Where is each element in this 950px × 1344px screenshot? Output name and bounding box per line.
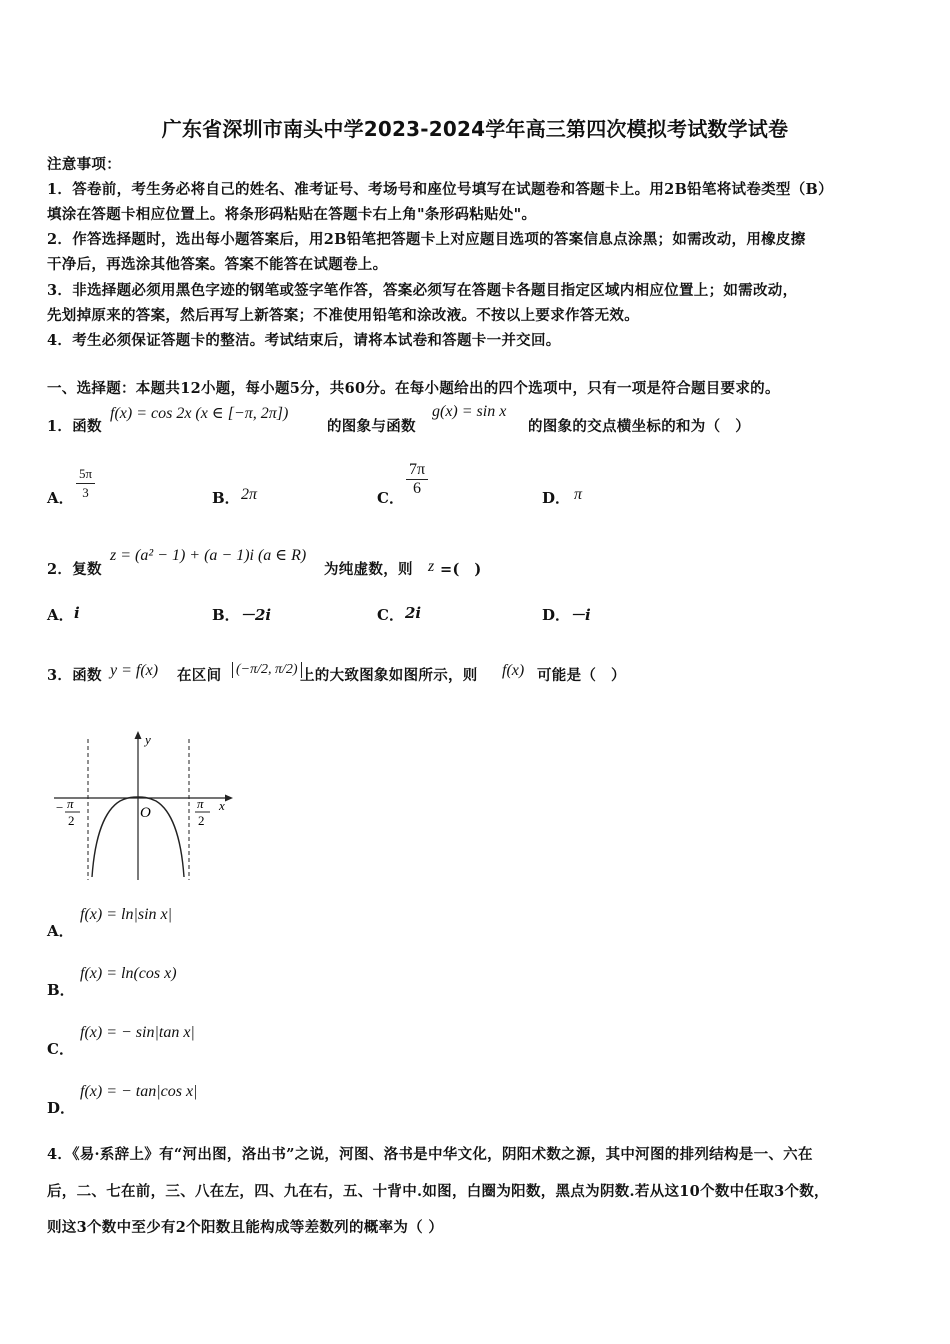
q1-option-d-label: D．	[542, 489, 571, 507]
notice-line: 干净后，再选涂其他答案。答案不能答在试题卷上。	[47, 256, 388, 273]
origin-label: O	[140, 805, 151, 821]
q1-option-a-value: $\frac{5\pi}{3}$	[76, 465, 95, 502]
q2-option-a-value: i	[74, 604, 80, 622]
q1-option-b-value: 2π	[241, 486, 258, 503]
q2-prefix: 2．复数	[47, 561, 102, 578]
notice-line: 先划掉原来的答案，然后再写上新答案；不准使用铅笔和涂改液。不按以上要求作答无效。	[47, 307, 639, 324]
q3-y-formula: y = f(x)	[110, 662, 159, 679]
notice-line: 填涂在答题卡相应位置上。将条形码粘贴在答题卡右上角"条形码粘贴处"。	[47, 206, 537, 223]
notice-line: 4．考生必须保证答题卡的整洁。考试结束后，请将本试卷和答题卡一并交回。	[47, 332, 561, 349]
neg-two-label: 2	[68, 813, 75, 828]
page-title: 广东省深圳市南头中学2023-2024学年高三第四次模拟考试数学试卷	[161, 117, 789, 141]
q1-prefix: 1．函数	[47, 418, 102, 435]
q1-option-b-label: B．	[212, 489, 240, 507]
q1-f-formula: f(x) = cos 2x (x ∈ [−π, 2π])	[110, 405, 289, 422]
q3-interval: (−π/2, π/2)	[232, 662, 302, 678]
q3-mid: 在区间	[177, 667, 222, 684]
q2-option-c-value: 2i	[405, 604, 422, 622]
q3-fx: f(x)	[502, 662, 525, 679]
q3-option-b-label: B．	[47, 981, 75, 999]
q3-option-b-value: f(x) = ln(cos x)	[80, 965, 177, 982]
q3-option-c-label: C．	[47, 1040, 74, 1058]
notice-line: 3．非选择题必须用黑色字迹的钢笔或签字笔作答，答案必须写在答题卡各题目指定区域内相应位置上；如需改动，	[47, 282, 798, 299]
neg-pi-label: π	[67, 796, 74, 811]
q2-suffix: =( )	[440, 561, 482, 578]
pos-pi-label: π	[197, 796, 204, 811]
q3-option-a-value: f(x) = ln|sin x|	[80, 906, 173, 923]
q2-z: z	[428, 558, 435, 575]
q3-option-d-label: D．	[47, 1099, 76, 1117]
q1-option-d-value: π	[574, 486, 583, 503]
y-axis-label: y	[145, 732, 151, 747]
q2-option-a-label: A．	[47, 606, 74, 624]
section-heading: 一、选择题：本题共12小题，每小题5分，共60分。在每小题给出的四个选项中，只有一项是符合题目要求的。	[47, 380, 780, 397]
q2-option-c-label: C．	[377, 606, 404, 624]
q1-mid: 的图象与函数	[327, 418, 416, 435]
q1-option-c-label: C．	[377, 489, 404, 507]
x-axis-label: x	[219, 798, 225, 813]
q4-line: 后，二、七在前，三、八在左，四、九在右，五、十背中.如图，白圈为阳数，黑点为阴数.若从这10个数中任取3个数，	[47, 1183, 829, 1200]
q3-function-graph	[50, 725, 240, 885]
q3-option-a-label: A．	[47, 922, 74, 940]
q1-option-c-value: $\frac{7\pi}{6}$	[406, 461, 428, 498]
q3-suffix: 可能是（ ）	[537, 667, 626, 684]
q4-line: 则这3个数中至少有2个阳数且能构成等差数列的概率为（ ）	[47, 1219, 444, 1236]
q1-suffix: 的图象的交点横坐标的和为（ ）	[528, 418, 750, 435]
y-axis-arrow	[135, 731, 142, 739]
q1-option-a-label: A．	[47, 489, 74, 507]
q2-expression: z = (a² − 1) + (a − 1)i (a ∈ R)	[110, 547, 307, 564]
pos-two-label: 2	[198, 813, 205, 828]
notice-line: 1．答卷前，考生务必将自己的姓名、准考证号、考场号和座位号填写在试题卷和答题卡上。用2B铅笔将试卷类型（B）	[47, 181, 833, 198]
q2-option-d-label: D．	[542, 606, 571, 624]
q3-mid2: 上的大致图象如图所示，则	[300, 667, 478, 684]
notice-line: 2．作答选择题时，选出每小题答案后，用2B铅笔把答题卡上对应题目选项的答案信息点涂黑；如需改动，用橡皮擦	[47, 231, 806, 248]
x-axis-arrow	[225, 795, 233, 802]
q3-option-d-value: f(x) = − tan|cos x|	[80, 1083, 198, 1100]
q4-line: 4．《易·系辞上》有“河出图，洛出书”之说，河图、洛书是中华文化，阴阳术数之源，其中河图的排列结构是一、六在	[47, 1146, 813, 1163]
neg-sign: −	[56, 800, 64, 815]
q1-g-formula: g(x) = sin x	[432, 403, 507, 420]
q2-option-b-value: －2i	[240, 606, 272, 624]
q2-option-d-value: －i	[570, 606, 591, 624]
q3-option-c-value: f(x) = − sin|tan x|	[80, 1024, 195, 1041]
q2-option-b-label: B．	[212, 606, 240, 624]
q3-prefix: 3．函数	[47, 667, 102, 684]
notice-heading: 注意事项：	[47, 156, 121, 173]
q2-mid: 为纯虚数，则	[324, 561, 413, 578]
